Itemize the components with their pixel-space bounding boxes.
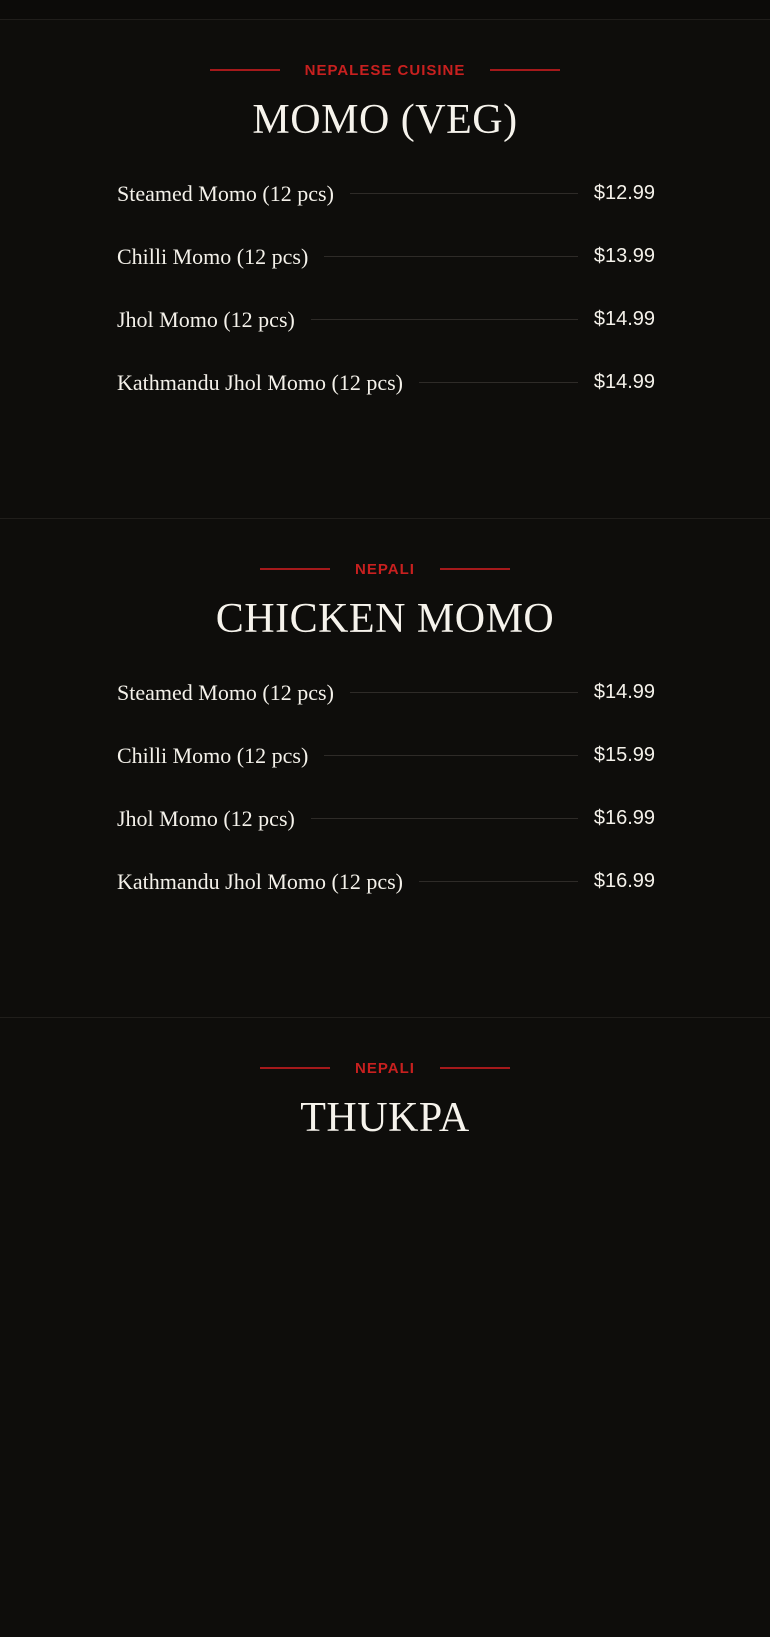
menu-item [117,850,655,913]
menu-item-leader [350,692,578,693]
menu-item-name: Chilli Momo (12 pcs) [117,742,309,768]
menu-item-price: $16.99 [593,807,655,829]
menu-item-price: $14.99 [593,371,655,393]
eyebrow-divider-right [490,69,560,71]
menu-item [117,661,655,724]
menu-item [117,787,655,850]
eyebrow-divider-right [440,1067,510,1069]
menu-item-leader [311,319,578,320]
section-eyebrow [0,559,770,579]
menu-item-leader [419,881,578,882]
menu-item-leader [311,818,578,819]
menu-item-leader [419,382,578,383]
eyebrow-label: NEPALESE CUISINE [304,61,466,79]
eyebrow-label: NEPALI [355,1059,415,1077]
menu-list [117,661,655,913]
menu-section-momo-veg [0,20,770,519]
menu-item [117,288,655,351]
menu-item-leader [324,256,578,257]
menu-item-price: $16.99 [593,870,655,892]
menu-item-leader [350,193,578,194]
menu-item-name: Jhol Momo (12 pcs) [117,805,295,831]
menu-item-price: $15.99 [593,744,655,766]
eyebrow-divider-left [260,1067,330,1069]
menu-item-name: Jhol Momo (12 pcs) [117,306,295,332]
menu-item-leader [324,755,578,756]
menu-item [117,162,655,225]
menu-item [117,724,655,787]
menu-item-name: Steamed Momo (12 pcs) [117,679,334,705]
section-title: MOMO (VEG) [252,97,518,143]
eyebrow-label: NEPALI [355,560,415,578]
section-eyebrow [0,1058,770,1078]
section-eyebrow [0,60,770,80]
menu-list [117,162,655,414]
menu-section-chicken-momo [0,519,770,1018]
menu-item-name: Chilli Momo (12 pcs) [117,243,309,269]
menu-item [117,351,655,414]
menu-item-price: $12.99 [593,182,655,204]
menu-item-name: Kathmandu Jhol Momo (12 pcs) [117,868,403,894]
menu-item-name: Kathmandu Jhol Momo (12 pcs) [117,369,403,395]
section-title: CHICKEN MOMO [215,596,555,642]
menu-item-price: $14.99 [593,681,655,703]
menu-item-name: Steamed Momo (12 pcs) [117,180,334,206]
eyebrow-divider-left [260,568,330,570]
menu-item [117,225,655,288]
menu-section-thukpa [0,1018,770,1637]
top-bar [0,0,770,20]
menu-item-price: $14.99 [593,308,655,330]
eyebrow-divider-left [210,69,280,71]
eyebrow-divider-right [440,568,510,570]
section-title: THUKPA [300,1095,470,1141]
menu-item-price: $13.99 [593,245,655,267]
